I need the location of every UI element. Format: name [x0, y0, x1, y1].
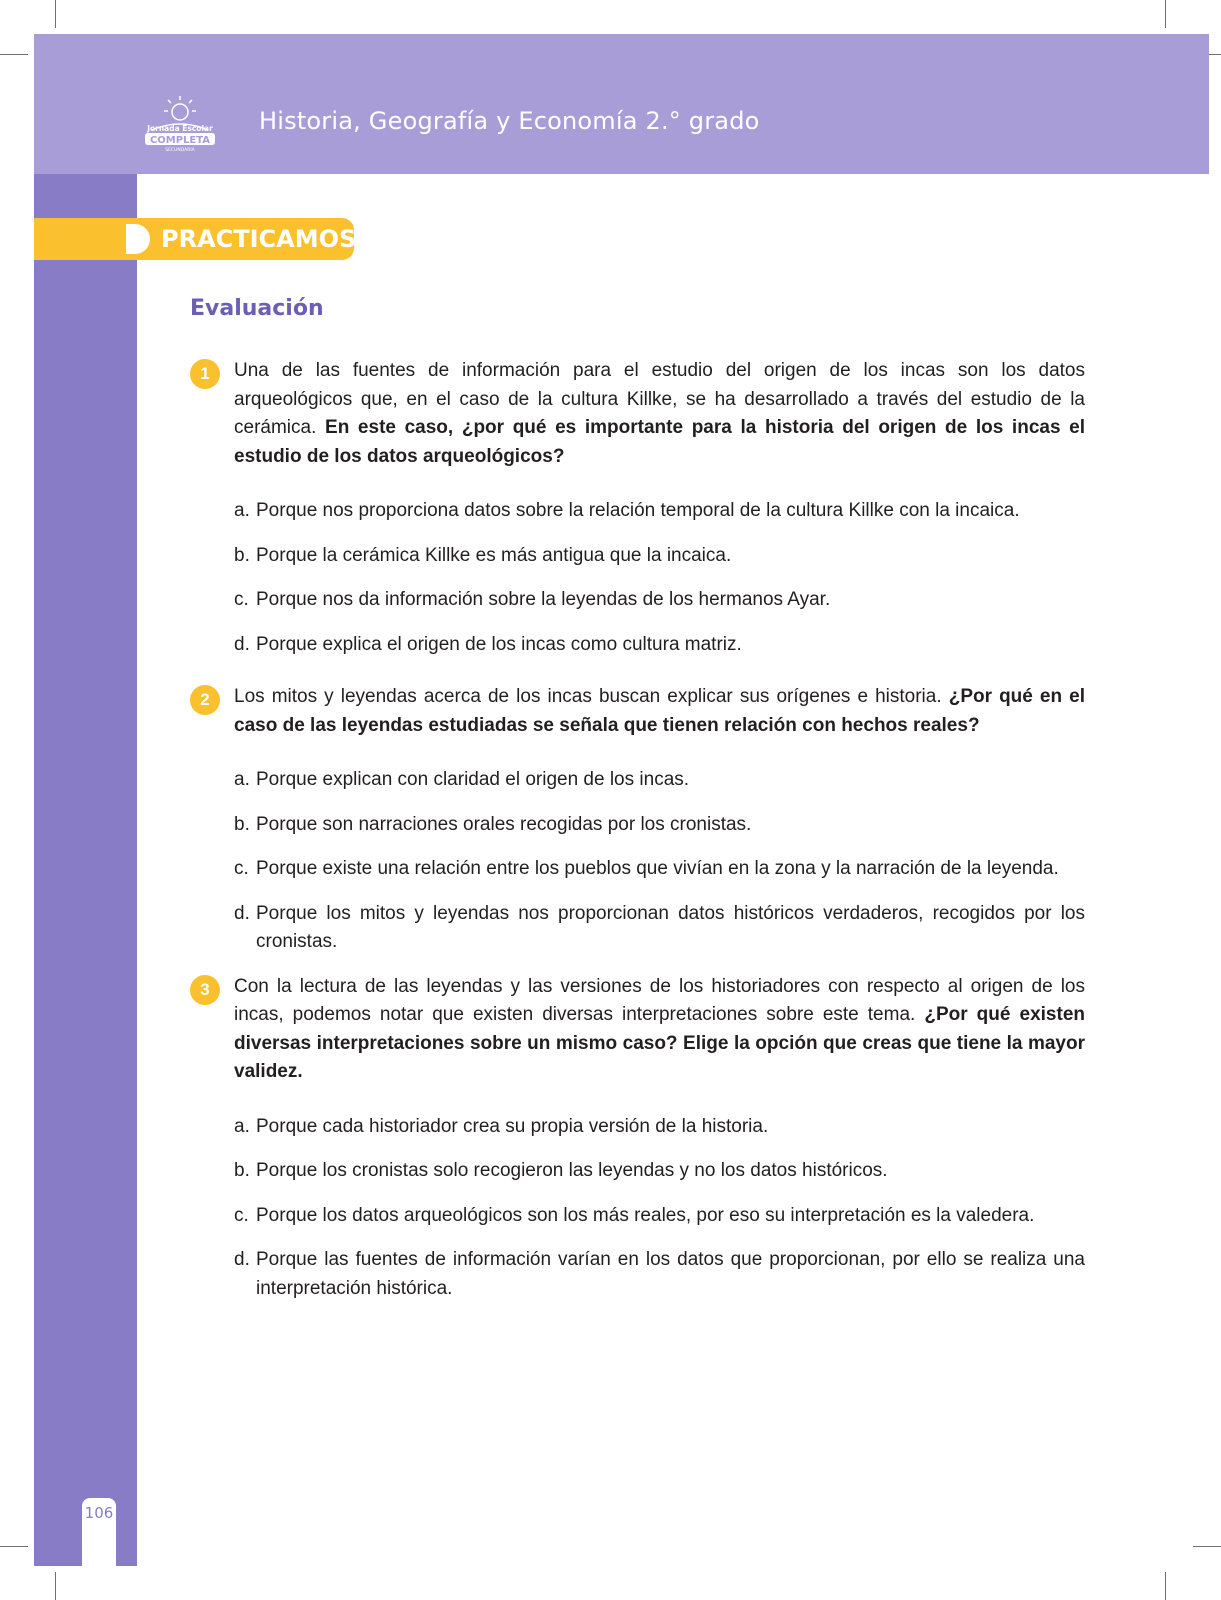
jornada-escolar-logo [140, 94, 220, 154]
option-item[interactable] [234, 586, 1085, 615]
page-number: 106 [82, 1498, 116, 1568]
question-context: Los mitos y leyendas acerca de los incas buscan explicar sus orígenes e historia. [234, 686, 942, 707]
option-letter: d. [234, 633, 250, 655]
option-item[interactable] [234, 766, 1085, 795]
question-number-badge: 1 [190, 359, 220, 389]
logo-line1: Jornada Escolar [147, 124, 213, 133]
option-item[interactable] [234, 631, 1085, 660]
option-letter: b. [234, 544, 250, 566]
crop-mark [55, 1572, 56, 1600]
option-item[interactable] [234, 497, 1085, 526]
logo-line2: COMPLETA [149, 135, 211, 146]
option-letter: a. [234, 500, 250, 521]
crop-mark [1165, 0, 1166, 28]
evaluation-title: Evaluación [190, 296, 324, 321]
option-letter: a. [234, 769, 250, 790]
question-prompt: En este caso, ¿por qué es importante para la historia del origen de los incas el estudio de los datos arqueológicos? [234, 417, 1086, 467]
question-number-badge: 3 [190, 975, 220, 1005]
question-statement [190, 683, 1085, 740]
option-letter: a. [234, 1115, 250, 1137]
option-list [190, 766, 1085, 957]
crop-mark [0, 1546, 28, 1547]
crop-mark [1193, 1546, 1221, 1547]
option-text: Porque son narraciones orales recogidas por los cronistas. [256, 813, 752, 835]
option-text: Porque los datos arqueológicos son los más reales, por eso su interpretación es la valedera. [256, 1204, 1035, 1226]
option-letter: d. [234, 902, 250, 924]
option-item[interactable] [234, 542, 1085, 571]
question-block [190, 973, 1085, 1304]
logo-line3: SECUNDARIA [165, 148, 195, 153]
option-letter: b. [234, 813, 250, 835]
option-letter: b. [234, 1160, 250, 1181]
question-prompt: ¿Por qué existen diversas interpretaciones sobre un mismo caso? Elige la opción que creas que tiene la mayor validez. [234, 1004, 1085, 1082]
question-context: Una de las fuentes de información para el estudio del origen de los incas son los datos arqueológicos que, en el caso de la cultura Killke, se ha desarrollado a través del estudio de la cerámica. [234, 360, 1085, 438]
option-item[interactable] [234, 855, 1085, 884]
option-text: Porque explica el origen de los incas como cultura matriz. [256, 633, 742, 655]
option-list [190, 1113, 1085, 1304]
option-list [190, 497, 1085, 659]
option-letter: c. [234, 589, 249, 610]
question-prompt: ¿Por qué en el caso de las leyendas estudiadas se señala que tienen relación con hechos reales? [234, 686, 1086, 736]
option-item[interactable] [234, 1157, 1085, 1186]
crop-mark [0, 54, 28, 55]
question-number-badge: 2 [190, 685, 220, 715]
option-letter: c. [234, 858, 249, 879]
option-text: Porque los cronistas solo recogieron las leyendas y no los datos históricos. [256, 1160, 888, 1181]
questions-container [190, 357, 1085, 1319]
question-statement [190, 357, 1085, 471]
page-header [34, 34, 1209, 174]
option-text: Porque las fuentes de información varían en los datos que proporcionan, por ello se realiza una interpretación histórica. [256, 1249, 1085, 1299]
option-text: Porque los mitos y leyendas nos proporcionan datos históricos verdaderos, recogidos por los cronistas. [256, 902, 1085, 952]
option-letter: d. [234, 1249, 250, 1270]
question-context: Con la lectura de las leyendas y las versiones de los historiadores con respecto al origen de los incas, podemos notar que existen diversas interpretaciones sobre este tema. [234, 975, 1085, 1025]
left-sidebar [34, 174, 137, 1566]
option-item[interactable] [234, 1246, 1085, 1303]
option-text: Porque cada historiador crea su propia versión de la historia. [256, 1115, 769, 1137]
option-text: Porque explican con claridad el origen de los incas. [256, 769, 690, 790]
section-title: PRACTICAMOS [161, 225, 357, 253]
question-block [190, 357, 1085, 659]
option-text: Porque nos proporciona datos sobre la relación temporal de la cultura Killke con la incaica. [256, 500, 1020, 521]
crop-mark [1165, 1572, 1166, 1600]
option-item[interactable] [234, 1202, 1085, 1231]
option-item[interactable] [234, 900, 1085, 957]
subject-title: Historia, Geografía y Economía 2.° grado [259, 107, 760, 135]
option-text: Porque nos da información sobre la leyendas de los hermanos Ayar. [256, 589, 831, 610]
crop-mark [55, 0, 56, 28]
option-item[interactable] [234, 811, 1085, 840]
option-item[interactable] [234, 1113, 1085, 1142]
option-letter: c. [234, 1204, 249, 1226]
question-block [190, 683, 1085, 957]
question-statement [190, 973, 1085, 1087]
option-text: Porque la cerámica Killke es más antigua que la incaica. [256, 544, 732, 566]
option-text: Porque existe una relación entre los pueblos que vivían en la zona y la narración de la leyenda. [256, 858, 1059, 879]
